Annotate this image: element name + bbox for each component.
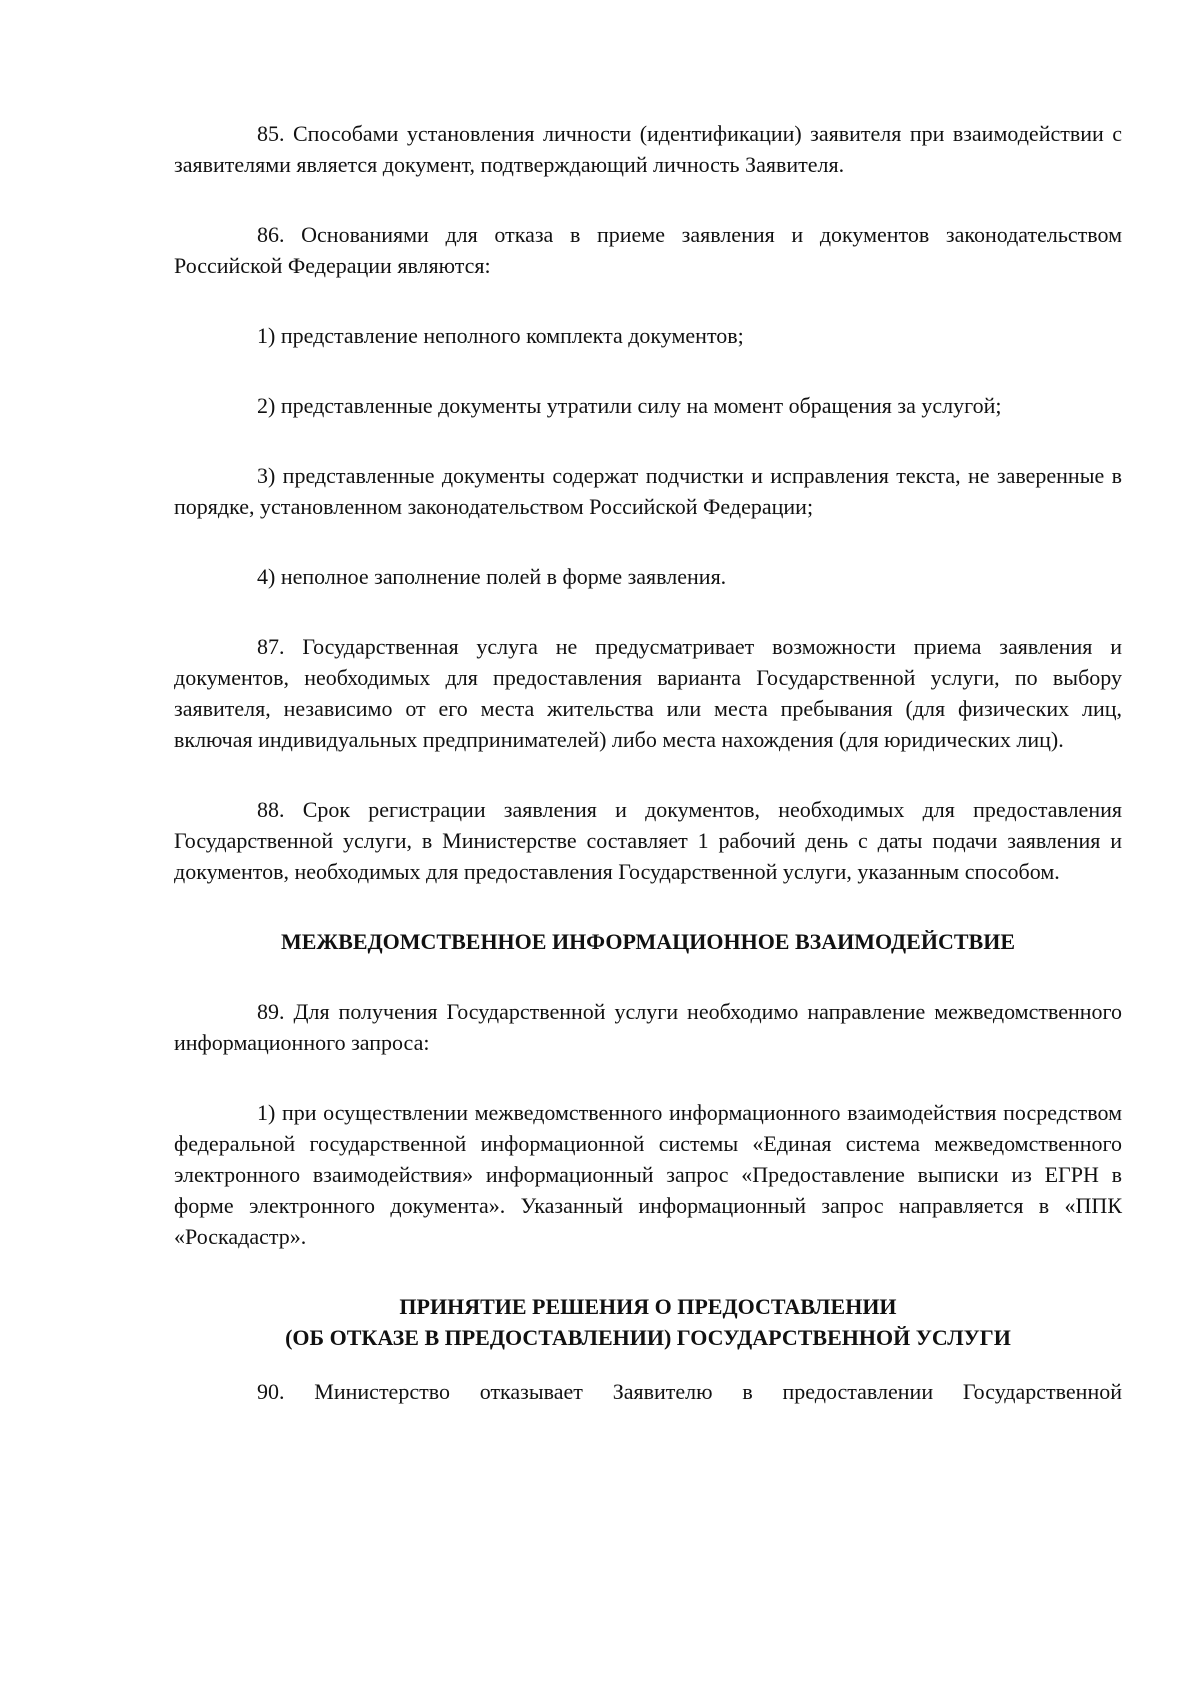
paragraph-87: 87. Государственная услуга не предусматривает возможности приема заявления и документов, необходимых для предоставления варианта Государственной услуги, по выбору заявителя, независимо от его места жительства или места пребывания (для физических лиц, включая индивидуальных предпринимателей) либо места нахождения (для юридических лиц). [174, 634, 1122, 752]
paragraph-85: 85. Способами установления личности (идентификации) заявителя при взаимодействии с заявителями является документ, подтверждающий личность Заявителя. [174, 121, 1122, 177]
paragraph-86: 86. Основаниями для отказа в приеме заявления и документов законодательством Российской Федерации являются: [174, 222, 1122, 278]
document-page [174, 118, 1122, 1407]
heading-interagency-interaction: МЕЖВЕДОМСТВЕННОЕ ИНФОРМАЦИОННОЕ ВЗАИМОДЕЙСТВИЕ [280, 929, 1015, 954]
paragraph-89: 89. Для получения Государственной услуги необходимо направление межведомственного информационного запроса: [174, 999, 1122, 1055]
paragraph-89-item-1: 1) при осуществлении межведомственного информационного взаимодействия посредством федеральной государственной информационной системы «Единая система межведомственного электронного взаимодействия» информационный запрос «Предоставление выписки из ЕГРН в форме электронного документа». Указанный информационный запрос направляется в «ППК «Роскадастр». [174, 1100, 1122, 1249]
paragraph-88: 88. Срок регистрации заявления и документов, необходимых для предоставления Государственной услуги, в Министерстве составляет 1 рабочий день с даты подачи заявления и документов, необходимых для предоставления Государственной услуги, указанным способом. [174, 797, 1122, 884]
paragraph-86-item-2: 2) представленные документы утратили силу на момент обращения за услугой; [257, 393, 1002, 418]
paragraph-86-item-4: 4) неполное заполнение полей в форме заявления. [257, 564, 727, 589]
heading-decision [174, 1291, 1122, 1353]
paragraph-86-item-3: 3) представленные документы содержат подчистки и исправления текста, не заверенные в порядке, установленном законодательством Российской Федерации; [174, 463, 1122, 519]
paragraph-90: 90. Министерство отказывает Заявителю в предоставлении Государственной [257, 1379, 1122, 1404]
paragraph-86-item-1: 1) представление неполного комплекта документов; [257, 323, 744, 348]
heading-decision-line-1: ПРИНЯТИЕ РЕШЕНИЯ О ПРЕДОСТАВЛЕНИИ [399, 1294, 897, 1319]
heading-decision-line-2: (ОБ ОТКАЗЕ В ПРЕДОСТАВЛЕНИИ) ГОСУДАРСТВЕННОЙ УСЛУГИ [285, 1325, 1011, 1350]
